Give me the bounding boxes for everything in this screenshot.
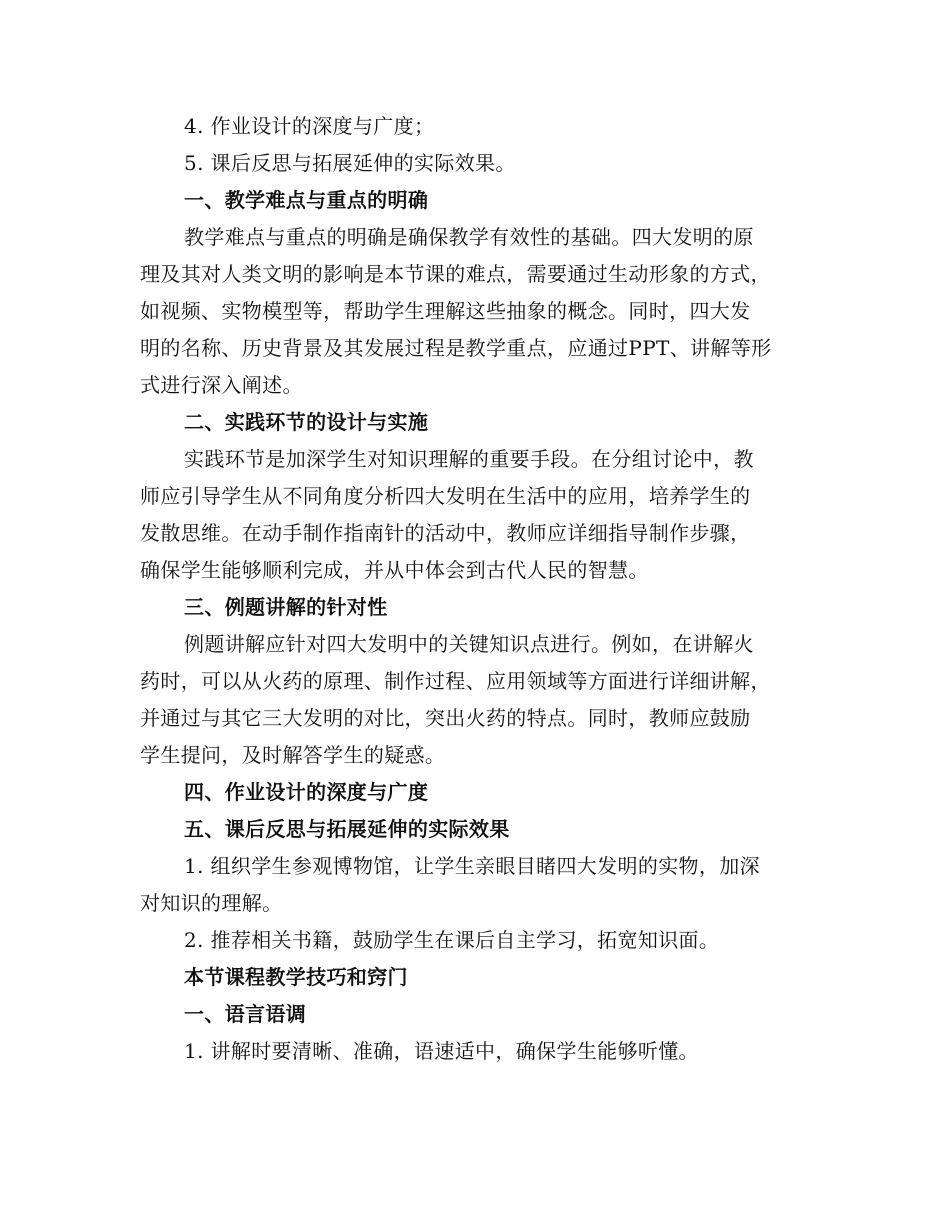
list-item: 1. 组织学生参观博物馆，让学生亲眼目睹四大发明的实物，加深 bbox=[184, 854, 760, 878]
paragraph-line: 确保学生能够顺利完成，并从中体会到古代人民的智慧。 bbox=[140, 558, 649, 582]
section-heading: 本节课程教学技巧和窍门 bbox=[184, 965, 408, 989]
section-heading: 五、课后反思与拓展延伸的实际效果 bbox=[184, 817, 510, 841]
paragraph-line: 实践环节是加深学生对知识理解的重要手段。在分组讨论中，教 bbox=[184, 447, 754, 471]
list-item: 4. 作业设计的深度与广度； bbox=[184, 114, 435, 138]
paragraph-line: 教学难点与重点的明确是确保教学有效性的基础。四大发明的原 bbox=[184, 225, 754, 249]
document-body bbox=[140, 108, 805, 1070]
paragraph-line: 师应引导学生从不同角度分析四大发明在生活中的应用，培养学生的 bbox=[140, 484, 751, 508]
paragraph-line: 明的名称、历史背景及其发展过程是教学重点，应通过PPT、讲解等形 bbox=[140, 336, 772, 360]
section-heading: 二、实践环节的设计与实施 bbox=[184, 410, 429, 434]
section-heading: 一、教学难点与重点的明确 bbox=[184, 188, 429, 212]
paragraph-line: 药时，可以从火药的原理、制作过程、应用领域等方面进行详细讲解， bbox=[140, 669, 771, 693]
section-heading: 一、语言语调 bbox=[184, 1002, 307, 1026]
list-item: 2. 推荐相关书籍，鼓励学生在课后自主学习，拓宽知识面。 bbox=[184, 928, 720, 952]
paragraph-line: 并通过与其它三大发明的对比，突出火药的特点。同时，教师应鼓励 bbox=[140, 706, 751, 730]
list-item: 5. 课后反思与拓展延伸的实际效果。 bbox=[184, 151, 516, 175]
paragraph-line: 发散思维。在动手制作指南针的活动中，教师应详细指导制作步骤， bbox=[140, 521, 751, 545]
paragraph-line: 例题讲解应针对四大发明中的关键知识点进行。例如，在讲解火 bbox=[184, 632, 754, 656]
list-item: 1. 讲解时要清晰、准确，语速适中，确保学生能够听懂。 bbox=[184, 1039, 699, 1063]
paragraph-line: 理及其对人类文明的影响是本节课的难点，需要通过生动形象的方式， bbox=[140, 262, 771, 286]
section-heading: 三、例题讲解的针对性 bbox=[184, 595, 388, 619]
paragraph-line: 如视频、实物模型等，帮助学生理解这些抽象的概念。同时，四大发 bbox=[140, 299, 751, 323]
paragraph-line: 对知识的理解。 bbox=[140, 891, 283, 915]
section-heading: 四、作业设计的深度与广度 bbox=[184, 780, 429, 804]
paragraph-line: 学生提问，及时解答学生的疑惑。 bbox=[140, 743, 446, 767]
paragraph-line: 式进行深入阐述。 bbox=[140, 373, 303, 397]
